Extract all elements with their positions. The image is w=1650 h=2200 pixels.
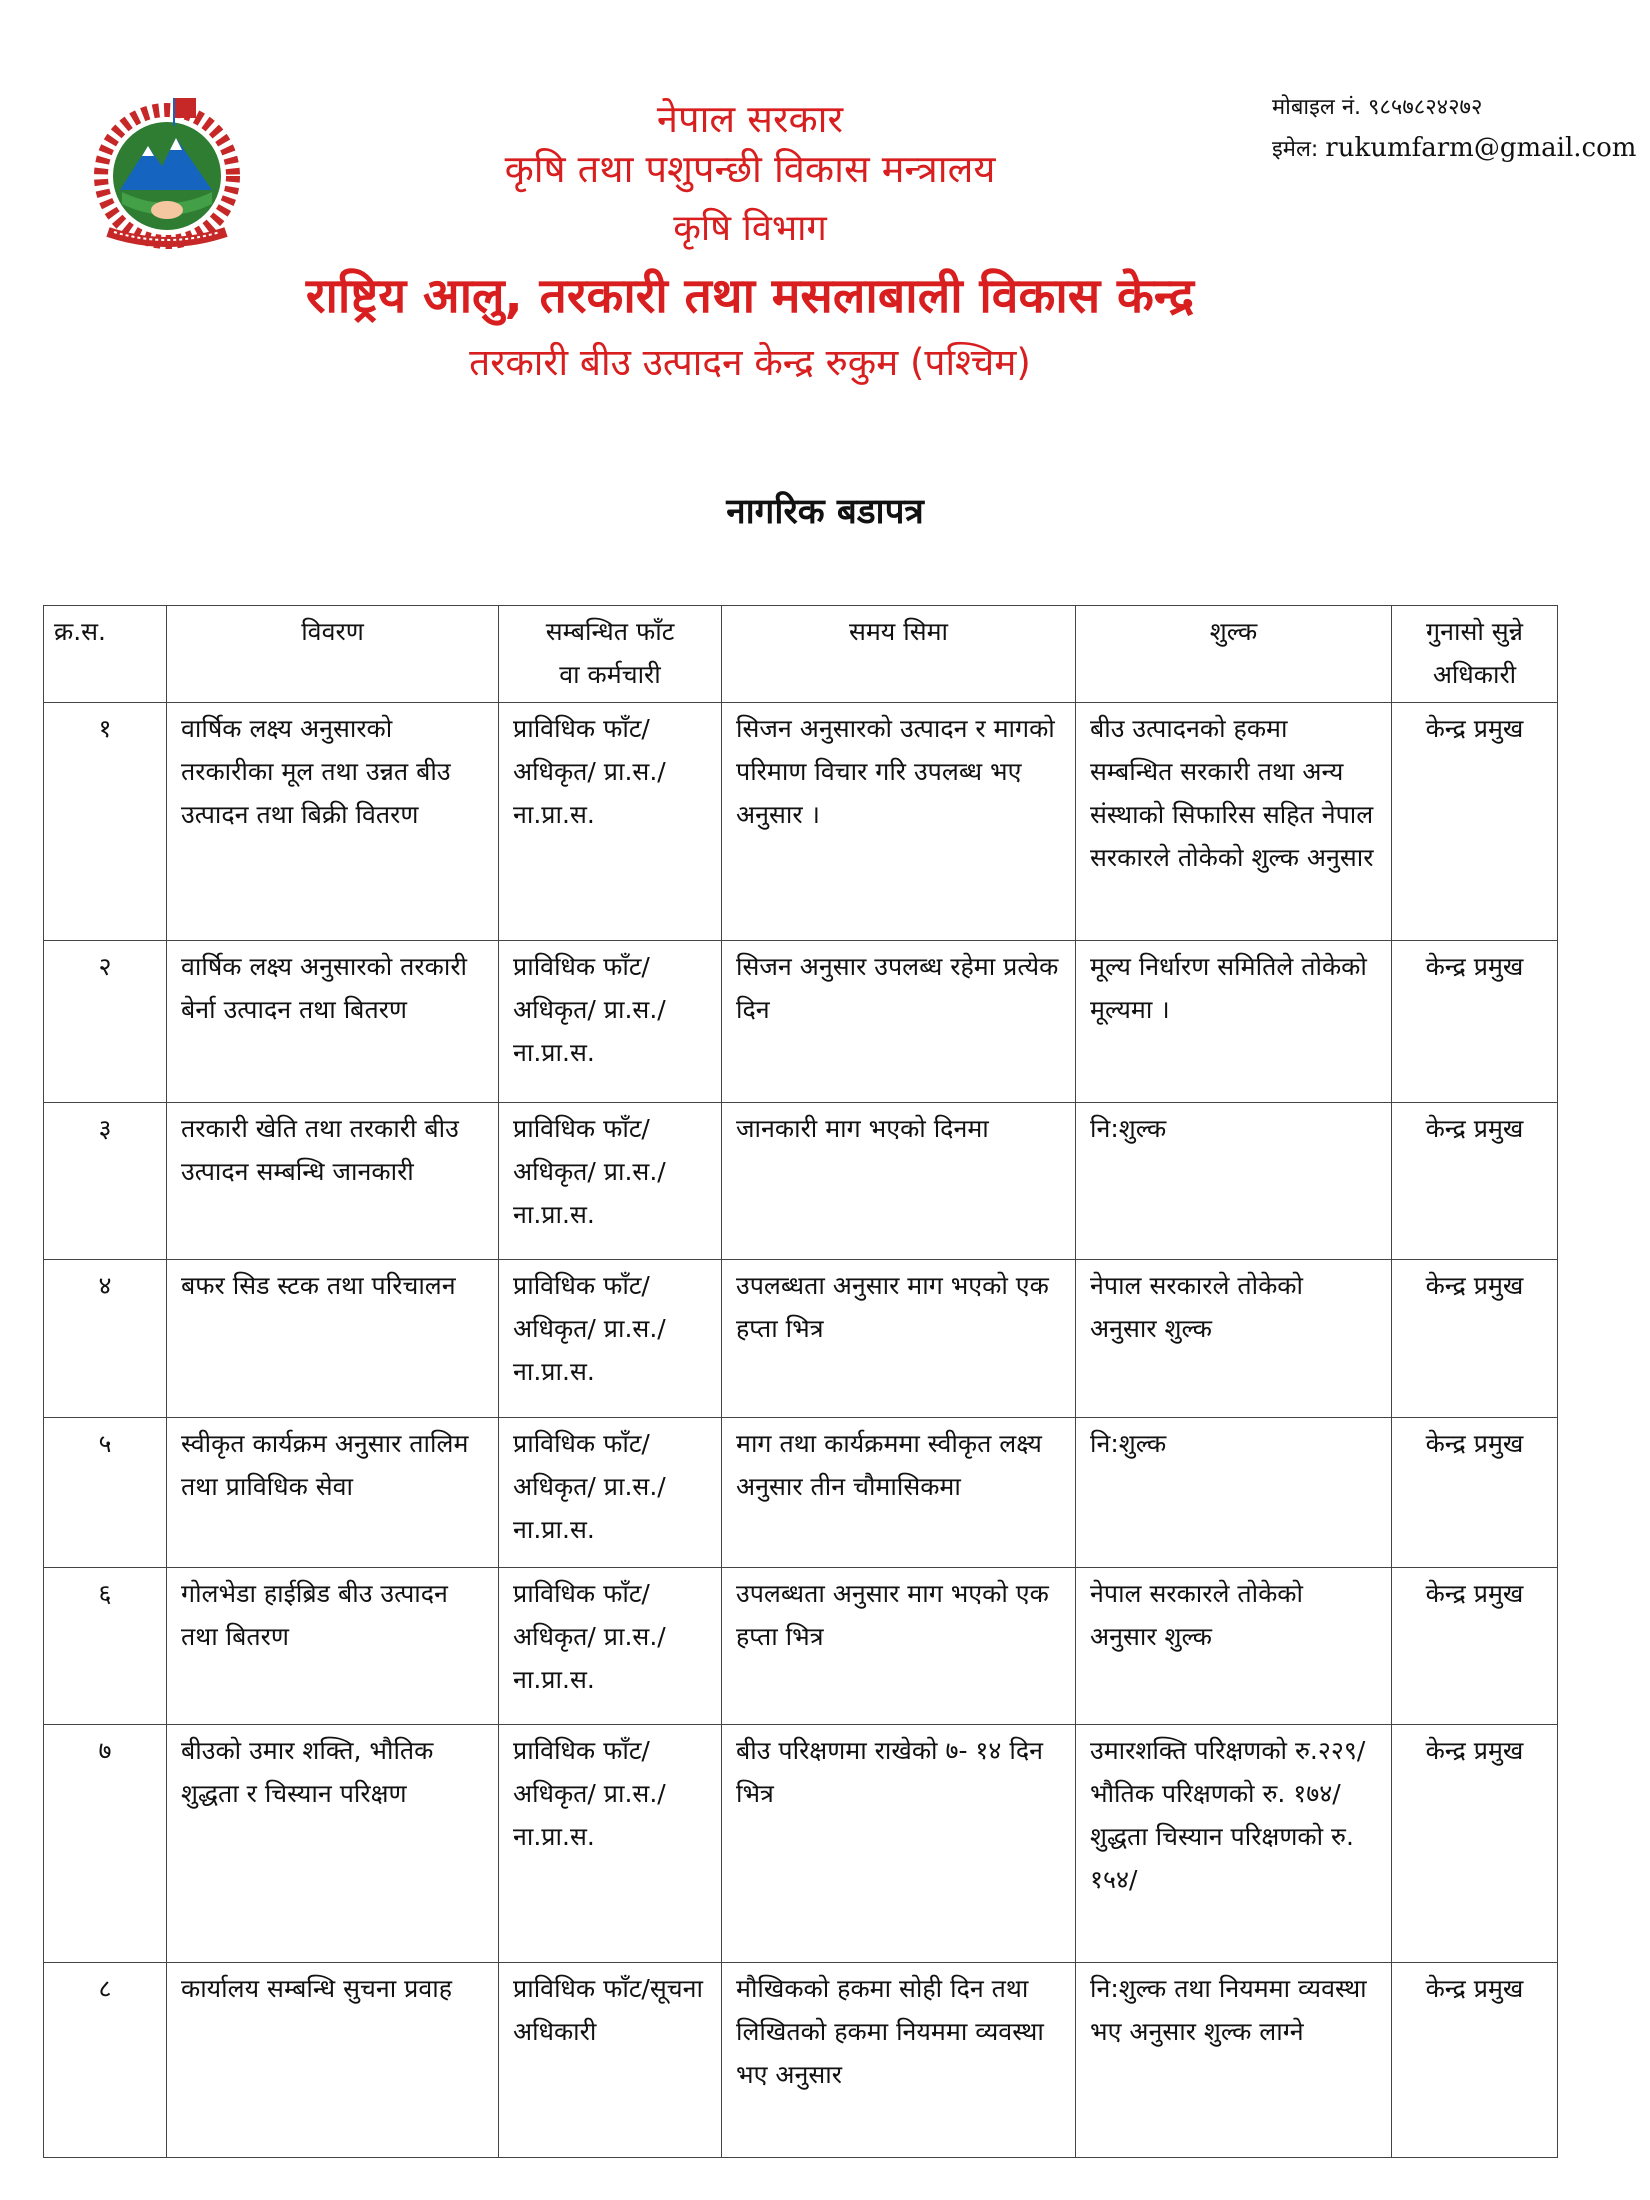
cell-authority: केन्द्र प्रमुख	[1392, 1963, 1558, 2158]
cell-sn: ४	[44, 1260, 167, 1418]
header-fee: शुल्क	[1076, 606, 1392, 703]
cell-authority: केन्द्र प्रमुख	[1392, 1103, 1558, 1260]
table-row	[44, 1725, 1558, 1963]
table-row	[44, 1568, 1558, 1725]
header-description: विवरण	[167, 606, 499, 703]
cell-fee: उमारशक्ति परिक्षणको रु.२२९/ भौतिक परिक्षणको रु. १७४/ शुद्धता चिस्यान परिक्षणको रु. १५४/	[1076, 1725, 1392, 1963]
header-government: नेपाल सरकार	[656, 97, 844, 141]
citizen-charter-table	[43, 605, 1558, 2158]
cell-fee: नेपाल सरकारले तोकेको अनुसार शुल्क	[1076, 1260, 1392, 1418]
cell-authority: केन्द्र प्रमुख	[1392, 941, 1558, 1103]
cell-fee: बीउ उत्पादनको हकमा सम्बन्धित सरकारी तथा अन्य संस्थाको सिफारिस सहित नेपाल सरकारले तोकेको शुल्क अनुसार	[1076, 703, 1392, 941]
nepal-government-emblem	[78, 92, 256, 252]
cell-description: बीउको उमार शक्ति, भौतिक शुद्धता र चिस्यान परिक्षण	[167, 1725, 499, 1963]
cell-fee: मूल्य निर्धारण समितिले तोकेको मूल्यमा ।	[1076, 941, 1392, 1103]
cell-description: वार्षिक लक्ष्य अनुसारको तरकारीका मूल तथा उन्नत बीउ उत्पादन तथा बिक्री वितरण	[167, 703, 499, 941]
header-time-limit: समय सिमा	[722, 606, 1076, 703]
cell-authority: केन्द्र प्रमुख	[1392, 1418, 1558, 1568]
cell-authority: केन्द्र प्रमुख	[1392, 1725, 1558, 1963]
cell-sn: ३	[44, 1103, 167, 1260]
phone-label: मोबाइल नं.	[1272, 95, 1362, 120]
header-office: तरकारी बीउ उत्पादन केन्द्र रुकुम (पश्चिम)	[469, 341, 1031, 384]
cell-time-limit: माग तथा कार्यक्रममा स्वीकृत लक्ष्य अनुसार तीन चौमासिकमा	[722, 1418, 1076, 1568]
cell-time-limit: जानकारी माग भएको दिनमा	[722, 1103, 1076, 1260]
phone-line	[1272, 88, 1636, 128]
cell-description: वार्षिक लक्ष्य अनुसारको तरकारी बेर्ना उत्पादन तथा बितरण	[167, 941, 499, 1103]
contact-block	[1272, 88, 1636, 170]
bottom-rule	[43, 2157, 1527, 2158]
cell-description: बफर सिड स्टक तथा परिचालन	[167, 1260, 499, 1418]
cell-section: प्राविधिक फाँट/अधिकृत/ प्रा.स./ ना.प्रा.स.	[499, 1725, 722, 1963]
header-section-line2: वा कर्मचारी	[559, 660, 661, 689]
cell-fee: नि:शुल्क तथा नियममा व्यवस्था भए अनुसार शुल्क लाग्ने	[1076, 1963, 1392, 2158]
cell-section: प्राविधिक फाँट/अधिकृत/ प्रा.स./ ना.प्रा.स.	[499, 1418, 722, 1568]
phone-number: ९८५७८२४२७२	[1368, 95, 1483, 120]
cell-fee: नि:शुल्क	[1076, 1418, 1392, 1568]
cell-sn: ८	[44, 1963, 167, 2158]
cell-section: प्राविधिक फाँट/सूचना अधिकारी	[499, 1963, 722, 2158]
header-section	[499, 606, 722, 703]
cell-section: प्राविधिक फाँट/अधिकृत/ प्रा.स./ ना.प्रा.स.	[499, 941, 722, 1103]
cell-time-limit: सिजन अनुसारको उत्पादन र मागको परिमाण विचार गरि उपलब्ध भए अनुसार ।	[722, 703, 1076, 941]
cell-description: गोलभेडा हाईब्रिड बीउ उत्पादन तथा बितरण	[167, 1568, 499, 1725]
cell-sn: ७	[44, 1725, 167, 1963]
cell-section: प्राविधिक फाँट/अधिकृत/ प्रा.स./ ना.प्रा.स.	[499, 1103, 722, 1260]
cell-time-limit: मौखिकको हकमा सोही दिन तथा लिखितको हकमा नियममा व्यवस्था भए अनुसार	[722, 1963, 1076, 2158]
header-sn: क्र.स.	[44, 606, 167, 703]
header-department: कृषि विभाग	[673, 208, 827, 249]
cell-section: प्राविधिक फाँट/अधिकृत/ प्रा.स./ ना.प्रा.स.	[499, 703, 722, 941]
table-row	[44, 1260, 1558, 1418]
table-header-row	[44, 606, 1558, 703]
cell-authority: केन्द्र प्रमुख	[1392, 1260, 1558, 1418]
email-line	[1272, 128, 1636, 170]
header-centre: राष्ट्रिय आलु, तरकारी तथा मसलाबाली विकास केन्द्र	[305, 268, 1195, 324]
cell-description: तरकारी खेति तथा तरकारी बीउ उत्पादन सम्बन्धि जानकारी	[167, 1103, 499, 1260]
cell-sn: ५	[44, 1418, 167, 1568]
cell-time-limit: बीउ परिक्षणमा राखेको ७- १४ दिन भित्र	[722, 1725, 1076, 1963]
table-row	[44, 941, 1558, 1103]
email-label: इमेल:	[1272, 137, 1319, 162]
cell-description: स्वीकृत कार्यक्रम अनुसार तालिम तथा प्राविधिक सेवा	[167, 1418, 499, 1568]
page-title: नागरिक बडापत्र	[726, 492, 924, 532]
cell-authority: केन्द्र प्रमुख	[1392, 1568, 1558, 1725]
cell-sn: १	[44, 703, 167, 941]
cell-sn: २	[44, 941, 167, 1103]
cell-fee: नेपाल सरकारले तोकेको अनुसार शुल्क	[1076, 1568, 1392, 1725]
table-row	[44, 1418, 1558, 1568]
cell-time-limit: उपलब्धता अनुसार माग भएको एक हप्ता भित्र	[722, 1568, 1076, 1725]
cell-time-limit: सिजन अनुसार उपलब्ध रहेमा प्रत्येक दिन	[722, 941, 1076, 1103]
header-section-line1: सम्बन्धित फाँट	[545, 617, 675, 646]
header-grievance-line2: अधिकारी	[1432, 660, 1517, 689]
cell-section: प्राविधिक फाँट/अधिकृत/ प्रा.स./ ना.प्रा.स.	[499, 1568, 722, 1725]
cell-section: प्राविधिक फाँट/अधिकृत/ प्रा.स./ ना.प्रा.स.	[499, 1260, 722, 1418]
cell-sn: ६	[44, 1568, 167, 1725]
cell-authority: केन्द्र प्रमुख	[1392, 703, 1558, 941]
table-row	[44, 1963, 1558, 2158]
cell-time-limit: उपलब्धता अनुसार माग भएको एक हप्ता भित्र	[722, 1260, 1076, 1418]
header-grievance-officer	[1392, 606, 1558, 703]
cell-description: कार्यालय सम्बन्धि सुचना प्रवाह	[167, 1963, 499, 2158]
email-address: rukumfarm@gmail.com	[1325, 133, 1637, 163]
table-row	[44, 1103, 1558, 1260]
header-grievance-line1: गुनासो सुन्ने	[1426, 617, 1523, 646]
cell-fee: नि:शुल्क	[1076, 1103, 1392, 1260]
table-row	[44, 703, 1558, 941]
header-ministry: कृषि तथा पशुपन्छी विकास मन्त्रालय	[504, 147, 996, 191]
